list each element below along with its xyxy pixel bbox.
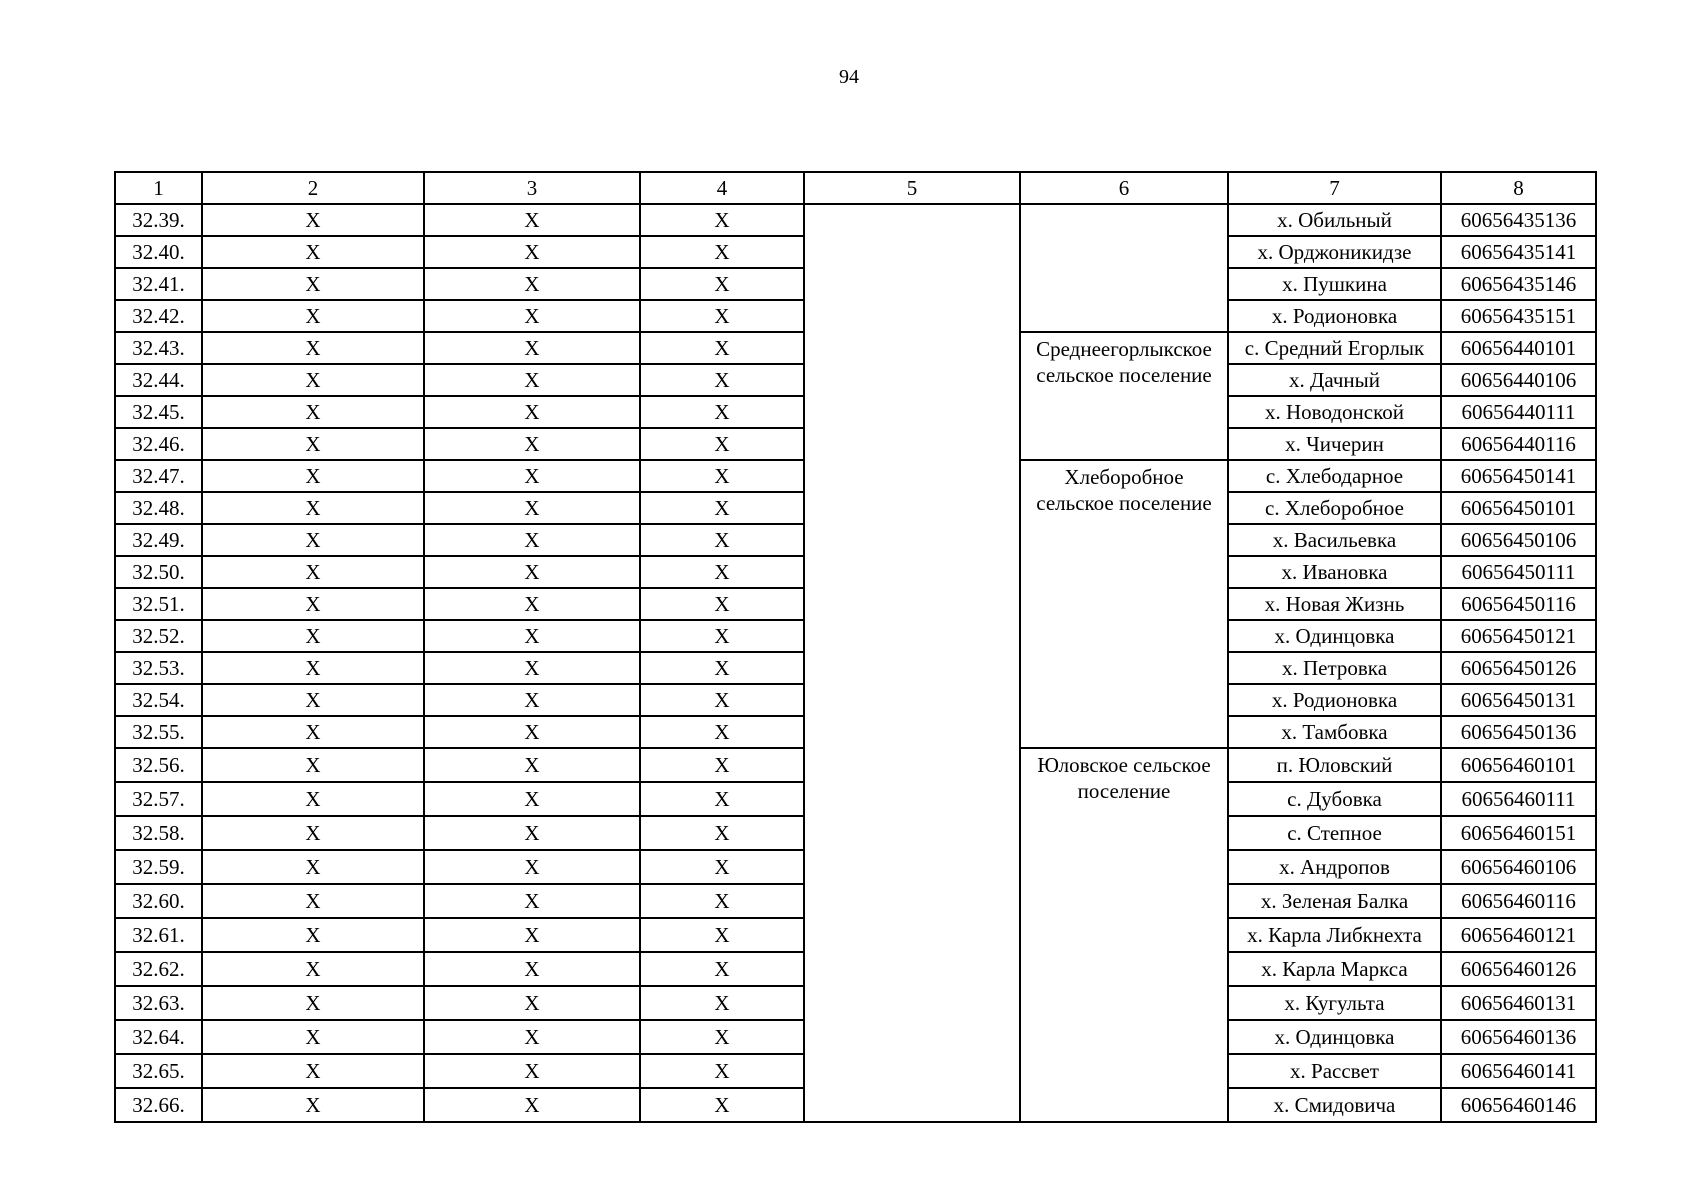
locality-cell: х. Рассвет [1228, 1054, 1441, 1088]
column-4-cell: Х [640, 652, 804, 684]
oktmo-code-cell: 60656450116 [1441, 588, 1596, 620]
oktmo-code-cell: 60656435146 [1441, 268, 1596, 300]
column-header: 4 [640, 172, 804, 204]
column-3-cell: Х [424, 652, 640, 684]
oktmo-code-cell: 60656435151 [1441, 300, 1596, 332]
locality-cell: п. Юловский [1228, 748, 1441, 782]
oktmo-code-cell: 60656460146 [1441, 1088, 1596, 1122]
column-2-cell: Х [202, 850, 424, 884]
column-2-cell: Х [202, 684, 424, 716]
locality-cell: х. Васильевка [1228, 524, 1441, 556]
column-4-cell: Х [640, 460, 804, 492]
column-4-cell: Х [640, 524, 804, 556]
column-2-cell: Х [202, 952, 424, 986]
column-2-cell: Х [202, 300, 424, 332]
locality-cell: х. Родионовка [1228, 300, 1441, 332]
column-header: 3 [424, 172, 640, 204]
row-number-cell: 32.44. [115, 364, 202, 396]
column-2-cell: Х [202, 1054, 424, 1088]
column-2-cell: Х [202, 556, 424, 588]
column-4-cell: Х [640, 918, 804, 952]
oktmo-code-cell: 60656460126 [1441, 952, 1596, 986]
column-4-cell: Х [640, 884, 804, 918]
column-2-cell: Х [202, 986, 424, 1020]
column-3-cell: Х [424, 816, 640, 850]
locality-cell: х. Андропов [1228, 850, 1441, 884]
oktmo-code-cell: 60656450111 [1441, 556, 1596, 588]
column-header: 7 [1228, 172, 1441, 204]
column-3-cell: Х [424, 986, 640, 1020]
column-2-cell: Х [202, 884, 424, 918]
column-3-cell: Х [424, 1020, 640, 1054]
column-2-cell: Х [202, 588, 424, 620]
column-2-cell: Х [202, 524, 424, 556]
column-header: 8 [1441, 172, 1596, 204]
row-number-cell: 32.61. [115, 918, 202, 952]
column-4-cell: Х [640, 364, 804, 396]
column-4-cell: Х [640, 782, 804, 816]
row-number-cell: 32.64. [115, 1020, 202, 1054]
column-4-cell: Х [640, 986, 804, 1020]
column-4-cell: Х [640, 556, 804, 588]
locality-cell: х. Карла Либкнехта [1228, 918, 1441, 952]
locality-cell: х. Тамбовка [1228, 716, 1441, 748]
oktmo-code-cell: 60656450101 [1441, 492, 1596, 524]
oktmo-code-cell: 60656435141 [1441, 236, 1596, 268]
column-2-cell: Х [202, 652, 424, 684]
column-3-cell: Х [424, 524, 640, 556]
column-2-cell: Х [202, 364, 424, 396]
locality-cell: х. Смидовича [1228, 1088, 1441, 1122]
row-number-cell: 32.66. [115, 1088, 202, 1122]
settlement-group-cell: Юловское сельское поселение [1020, 748, 1228, 1122]
row-number-cell: 32.55. [115, 716, 202, 748]
locality-cell: х. Одинцовка [1228, 620, 1441, 652]
column-3-cell: Х [424, 748, 640, 782]
oktmo-code-cell: 60656440111 [1441, 396, 1596, 428]
column-header: 6 [1020, 172, 1228, 204]
locality-cell: х. Дачный [1228, 364, 1441, 396]
settlement-group-cell: Хлеборобное сельское поселение [1020, 460, 1228, 748]
row-number-cell: 32.54. [115, 684, 202, 716]
column-2-cell: Х [202, 460, 424, 492]
locality-cell: х. Зеленая Балка [1228, 884, 1441, 918]
locality-cell: х. Кугульта [1228, 986, 1441, 1020]
column-4-cell: Х [640, 204, 804, 236]
column-4-cell: Х [640, 268, 804, 300]
column-3-cell: Х [424, 364, 640, 396]
column-4-cell: Х [640, 748, 804, 782]
locality-cell: х. Петровка [1228, 652, 1441, 684]
column-4-cell: Х [640, 428, 804, 460]
column-4-cell: Х [640, 850, 804, 884]
locality-cell: х. Новодонской [1228, 396, 1441, 428]
row-number-cell: 32.62. [115, 952, 202, 986]
column-2-cell: Х [202, 332, 424, 364]
column-4-cell: Х [640, 300, 804, 332]
column-4-cell: Х [640, 1020, 804, 1054]
oktmo-code-cell: 60656450141 [1441, 460, 1596, 492]
oktmo-code-cell: 60656435136 [1441, 204, 1596, 236]
column-4-cell: Х [640, 332, 804, 364]
column-2-cell: Х [202, 716, 424, 748]
row-number-cell: 32.49. [115, 524, 202, 556]
column-3-cell: Х [424, 952, 640, 986]
row-number-cell: 32.60. [115, 884, 202, 918]
column-2-cell: Х [202, 396, 424, 428]
column-3-cell: Х [424, 492, 640, 524]
locality-cell: х. Родионовка [1228, 684, 1441, 716]
row-number-cell: 32.52. [115, 620, 202, 652]
row-number-cell: 32.42. [115, 300, 202, 332]
locality-cell: х. Орджоникидзе [1228, 236, 1441, 268]
row-number-cell: 32.59. [115, 850, 202, 884]
column-2-cell: Х [202, 1088, 424, 1122]
column-4-cell: Х [640, 620, 804, 652]
column-2-cell: Х [202, 918, 424, 952]
column-4-cell: Х [640, 236, 804, 268]
oktmo-code-cell: 60656450136 [1441, 716, 1596, 748]
column-3-cell: Х [424, 1054, 640, 1088]
locality-cell: х. Одинцовка [1228, 1020, 1441, 1054]
oktmo-code-cell: 60656460131 [1441, 986, 1596, 1020]
row-number-cell: 32.46. [115, 428, 202, 460]
oktmo-code-cell: 60656450121 [1441, 620, 1596, 652]
column-2-cell: Х [202, 204, 424, 236]
row-number-cell: 32.41. [115, 268, 202, 300]
column-3-cell: Х [424, 268, 640, 300]
oktmo-code-cell: 60656460136 [1441, 1020, 1596, 1054]
column-4-cell: Х [640, 716, 804, 748]
column-4-cell: Х [640, 588, 804, 620]
oktmo-code-cell: 60656460116 [1441, 884, 1596, 918]
locality-cell: с. Хлеборобное [1228, 492, 1441, 524]
row-number-cell: 32.47. [115, 460, 202, 492]
locality-cell: х. Ивановка [1228, 556, 1441, 588]
page-number: 94 [839, 66, 859, 88]
column-5-empty-cell [804, 204, 1020, 1122]
row-number-cell: 32.45. [115, 396, 202, 428]
column-header: 2 [202, 172, 424, 204]
settlement-group-cell [1020, 204, 1228, 332]
oktmo-code-cell: 60656440101 [1441, 332, 1596, 364]
row-number-cell: 32.56. [115, 748, 202, 782]
locality-cell: с. Степное [1228, 816, 1441, 850]
column-3-cell: Х [424, 428, 640, 460]
column-3-cell: Х [424, 782, 640, 816]
locality-cell: х. Карла Маркса [1228, 952, 1441, 986]
row-number-cell: 32.63. [115, 986, 202, 1020]
column-2-cell: Х [202, 236, 424, 268]
column-4-cell: Х [640, 1054, 804, 1088]
column-4-cell: Х [640, 492, 804, 524]
locality-cell: с. Хлебодарное [1228, 460, 1441, 492]
table-body [115, 172, 1596, 1122]
column-2-cell: Х [202, 1020, 424, 1054]
locality-cell: х. Чичерин [1228, 428, 1441, 460]
row-number-cell: 32.50. [115, 556, 202, 588]
locality-cell: х. Обильный [1228, 204, 1441, 236]
column-3-cell: Х [424, 716, 640, 748]
locality-cell: х. Новая Жизнь [1228, 588, 1441, 620]
oktmo-code-cell: 60656450131 [1441, 684, 1596, 716]
oktmo-code-cell: 60656450106 [1441, 524, 1596, 556]
column-4-cell: Х [640, 952, 804, 986]
row-number-cell: 32.48. [115, 492, 202, 524]
column-3-cell: Х [424, 556, 640, 588]
column-header: 5 [804, 172, 1020, 204]
header-row [115, 172, 1596, 204]
oktmo-code-cell: 60656460101 [1441, 748, 1596, 782]
column-4-cell: Х [640, 684, 804, 716]
column-3-cell: Х [424, 1088, 640, 1122]
column-3-cell: Х [424, 684, 640, 716]
oktmo-code-cell: 60656460141 [1441, 1054, 1596, 1088]
column-4-cell: Х [640, 1088, 804, 1122]
settlements-table [114, 171, 1597, 1123]
column-2-cell: Х [202, 782, 424, 816]
column-2-cell: Х [202, 620, 424, 652]
column-3-cell: Х [424, 236, 640, 268]
column-3-cell: Х [424, 918, 640, 952]
column-3-cell: Х [424, 850, 640, 884]
locality-cell: с. Дубовка [1228, 782, 1441, 816]
locality-cell: с. Средний Егорлык [1228, 332, 1441, 364]
oktmo-code-cell: 60656440106 [1441, 364, 1596, 396]
oktmo-code-cell: 60656460121 [1441, 918, 1596, 952]
oktmo-code-cell: 60656460151 [1441, 816, 1596, 850]
row-number-cell: 32.51. [115, 588, 202, 620]
oktmo-code-cell: 60656460111 [1441, 782, 1596, 816]
column-3-cell: Х [424, 300, 640, 332]
column-3-cell: Х [424, 460, 640, 492]
column-2-cell: Х [202, 492, 424, 524]
oktmo-code-cell: 60656460106 [1441, 850, 1596, 884]
column-2-cell: Х [202, 268, 424, 300]
row-number-cell: 32.40. [115, 236, 202, 268]
row-number-cell: 32.43. [115, 332, 202, 364]
column-3-cell: Х [424, 332, 640, 364]
column-3-cell: Х [424, 884, 640, 918]
column-3-cell: Х [424, 620, 640, 652]
column-2-cell: Х [202, 748, 424, 782]
table-row [115, 204, 1596, 236]
locality-cell: х. Пушкина [1228, 268, 1441, 300]
column-2-cell: Х [202, 816, 424, 850]
row-number-cell: 32.58. [115, 816, 202, 850]
row-number-cell: 32.65. [115, 1054, 202, 1088]
column-header: 1 [115, 172, 202, 204]
oktmo-code-cell: 60656440116 [1441, 428, 1596, 460]
row-number-cell: 32.53. [115, 652, 202, 684]
settlement-group-cell: Среднеегорлыкское сельское поселение [1020, 332, 1228, 460]
column-3-cell: Х [424, 396, 640, 428]
row-number-cell: 32.57. [115, 782, 202, 816]
column-3-cell: Х [424, 588, 640, 620]
oktmo-code-cell: 60656450126 [1441, 652, 1596, 684]
column-4-cell: Х [640, 396, 804, 428]
column-2-cell: Х [202, 428, 424, 460]
column-3-cell: Х [424, 204, 640, 236]
column-4-cell: Х [640, 816, 804, 850]
row-number-cell: 32.39. [115, 204, 202, 236]
